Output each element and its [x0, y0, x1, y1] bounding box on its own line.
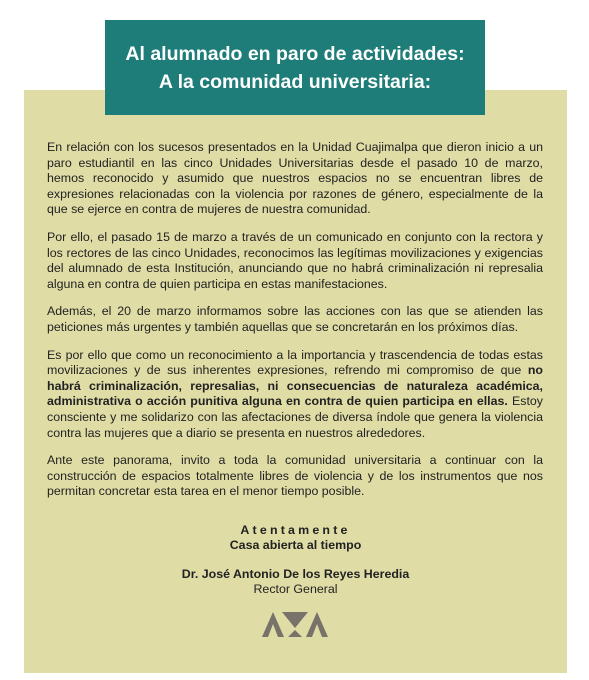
paragraph-2: Por ello, el pasado 15 de marzo a través de un comunicado en conjunto con la rectora y los rectores de las cinco Unidades, reconocimos las legítimas movilizaciones y exigencias del alumnado de esta Institución, anunciando que no habrá criminalización ni represalia alguna en contra de quien participa en estas manifestaciones. — [47, 229, 543, 291]
header-line-2: A la comunidad universitaria: — [158, 70, 432, 93]
header-banner — [105, 20, 485, 115]
logo-shape-center-base — [288, 630, 302, 637]
header-line-1: Al alumnado en paro de actividades: — [125, 42, 465, 65]
closing-motto: Casa abierta al tiempo — [229, 538, 362, 552]
signer-title: Rector General — [253, 582, 338, 596]
signer-name: Dr. José Antonio De los Reyes Heredia — [181, 567, 410, 581]
paragraph-4-bold: no habrá criminalización, represalias, ni consecuencias de naturaleza académica, administrativa o acción punitiva alguna en contra de quien participa en ellas. — [47, 363, 543, 409]
logo-shape-left — [262, 612, 284, 637]
letter-body — [47, 140, 543, 512]
paragraph-3: Además, el 20 de marzo informamos sobre las acciones con las que se atienden las peticiones más urgentes y también aquellas que se concretarán en los próximos días. — [47, 304, 543, 334]
paragraph-4 — [47, 348, 543, 442]
signer-block — [24, 567, 567, 597]
uam-logo-icon — [262, 612, 328, 637]
logo-shape-center — [282, 612, 308, 628]
paragraph-4-end: Estoy consciente y me solidarizo con las afectaciones de diversa índole que genera la violencia contra las mujeres que a diario se presenta en nuestros alrededores. — [47, 394, 543, 440]
paragraph-4-start: Es por ello que como un reconocimiento a la importancia y trascendencia de todas estas movilizaciones y de sus inherentes expresiones, refrendo mi compromiso de que — [47, 347, 543, 378]
paragraph-1: En relación con los sucesos presentados en la Unidad Cuajimalpa que dieron inicio a un paro estudiantil en las cinco Unidades Universitarias desde el pasado 10 de marzo, hemos reconocido y asumido que nuestros espacios no se encuentran libres de expresiones relacionadas con la violencia por razones de género, especialmente de la que se ejerce en contra de mujeres de nuestra comunidad. — [47, 140, 543, 217]
closing-block — [24, 523, 567, 553]
closing-regards: Atentamente — [240, 523, 351, 537]
logo-shape-right — [306, 612, 328, 637]
paragraph-5: Ante este panorama, invito a toda la comunidad universitaria a continuar con la construcción de espacios totalmente libres de violencia y de los instrumentos que nos permitan concretar esta tarea en el menor tiempo posible. — [47, 453, 543, 499]
